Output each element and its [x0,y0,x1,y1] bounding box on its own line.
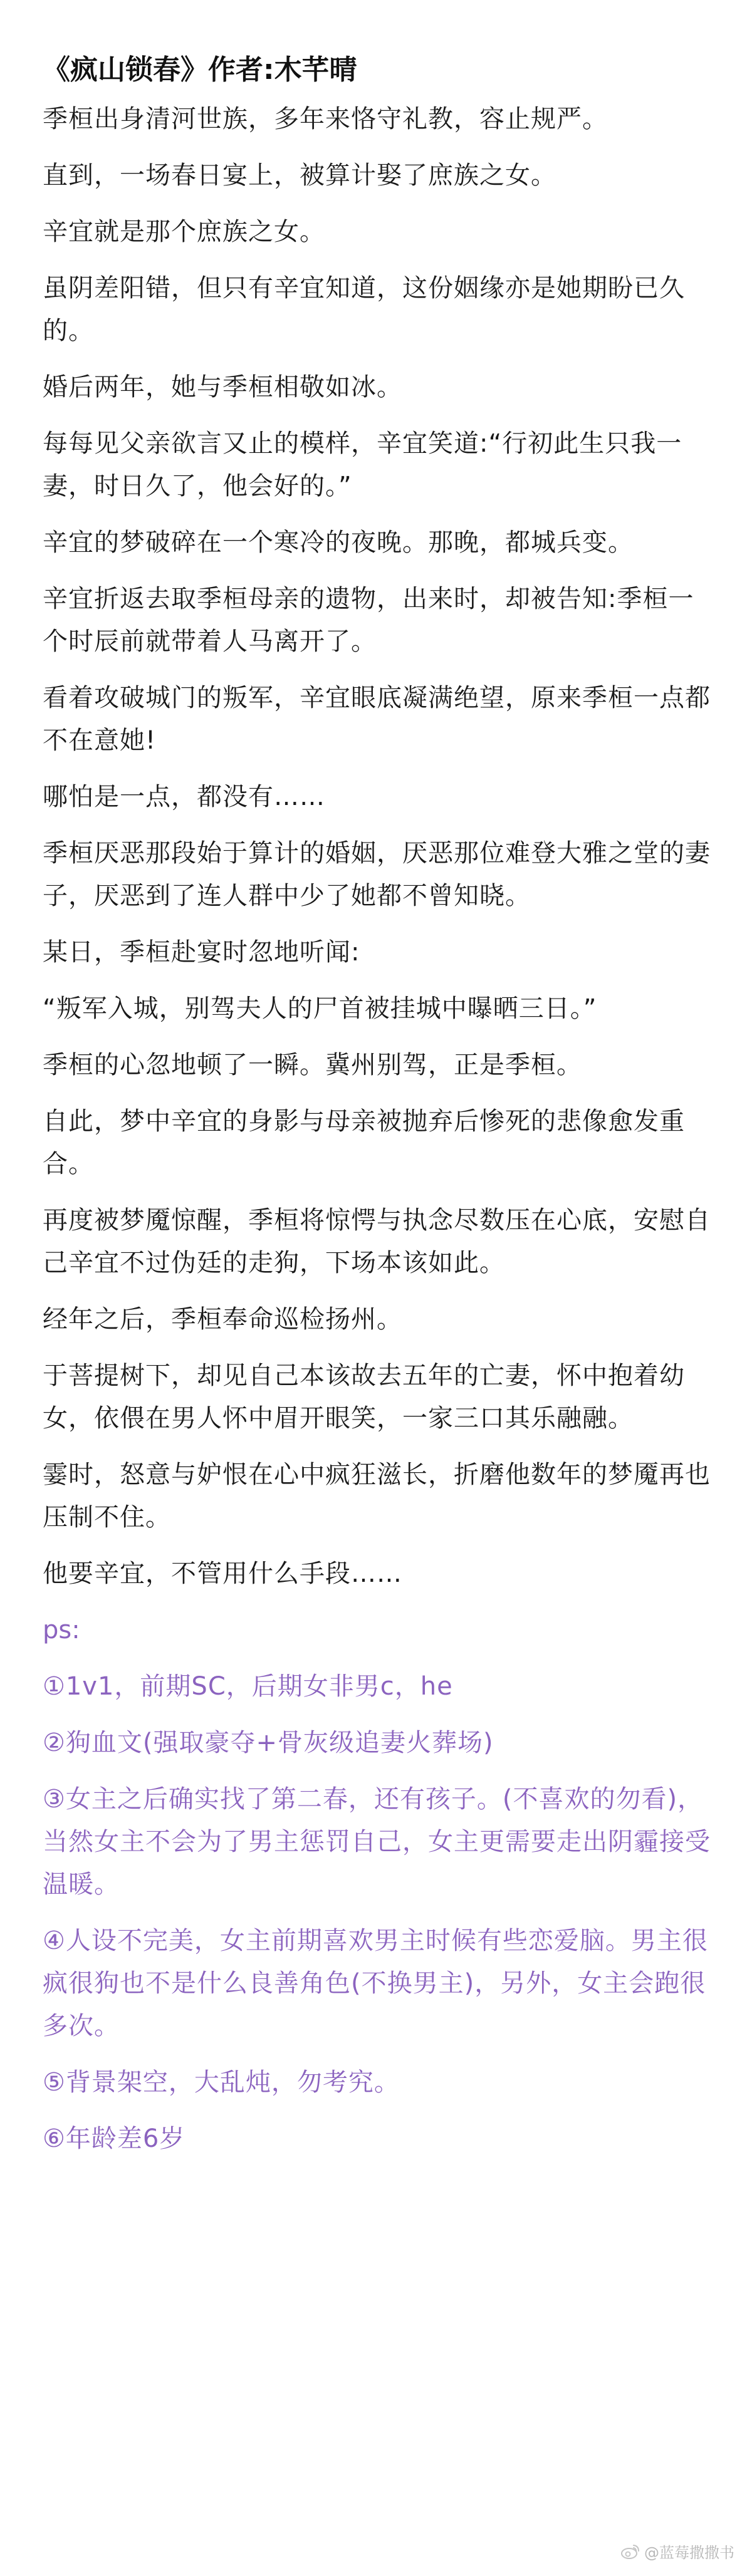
ps-item: ⑤背景架空，大乱炖，勿考究。 [43,2068,400,2097]
paragraph: 辛宜折返去取季桓母亲的遗物，出来时，却被告知:季桓一个时辰前就带着人马离开了。 [43,584,694,656]
paragraph: 经年之后，季桓奉命巡检扬州。 [43,1305,402,1334]
post-title: 《疯山锁春》作者:木芊晴 [43,54,357,86]
watermark [620,2540,734,2562]
weibo-icon [620,2543,640,2560]
ps-label: ps: [43,1616,80,1644]
paragraph: 季桓厌恶那段始于算计的婚姻，厌恶那位难登大雅之堂的妻子，厌恶到了连人群中少了她都不曾知晓。 [43,839,711,910]
ps-section [43,1609,714,2160]
paragraph: 婚后两年，她与季桓相敬如冰。 [43,373,402,402]
paragraph: 季桓的心忽地顿了一瞬。冀州别驾，正是季桓。 [43,1051,582,1079]
paragraph: 霎时，怒意与妒恨在心中疯狂滋长，折磨他数年的梦魇再也压制不住。 [43,1460,711,1532]
paragraph: 辛宜就是那个庶族之女。 [43,217,325,246]
paragraph: 哪怕是一点，都没有…… [43,782,325,811]
paragraph: 虽阴差阳错，但只有辛宜知道，这份姻缘亦是她期盼已久的。 [43,274,685,345]
paragraph: 于菩提树下，却见自己本该故去五年的亡妻，怀中抱着幼女，依偎在男人怀中眉开眼笑，一家三口其乐融融。 [43,1361,685,1433]
paragraph: 他要辛宜，不管用什么手段…… [43,1559,402,1588]
ps-item: ①1v1，前期SC，后期女非男c，he [43,1672,453,1701]
paragraph: “叛军入城，别驾夫人的尸首被挂城中曝晒三日。” [43,994,597,1023]
ps-item: ④人设不完美，女主前期喜欢男主时候有些恋爱脑。男主很疯很狗也不是什么良善角色(不换男主)，另外，女主会跑很多次。 [43,1926,708,2040]
paragraph: 辛宜的梦破碎在一个寒冷的夜晚。那晚，都城兵变。 [43,528,634,557]
ps-item: ③女主之后确实找了第二春，还有孩子。(不喜欢的勿看)，当然女主不会为了男主惩罚自己，女主更需要走出阴霾接受温暖。 [43,1785,711,1899]
paragraph: 看着攻破城门的叛军，辛宜眼底凝满绝望，原来季桓一点都不在意她! [43,683,711,755]
synopsis [43,98,714,1595]
paragraph: 每每见父亲欲言又止的模样，辛宜笑道:“行初此生只我一妻，时日久了，他会好的。” [43,429,682,501]
ps-item: ⑥年龄差6岁 [43,2124,185,2153]
paragraph: 某日，季桓赴宴时忽地听闻: [43,938,360,967]
ps-item: ②狗血文(强取豪夺+骨灰级追妻火葬场) [43,1728,494,1757]
paragraph: 自此，梦中辛宜的身影与母亲被抛弃后惨死的悲像愈发重合。 [43,1107,685,1178]
paragraph: 再度被梦魇惊醒，季桓将惊愕与执念尽数压在心底，安慰自己辛宜不过伪廷的走狗，下场本该如此。 [43,1206,711,1277]
paragraph: 季桓出身清河世族，多年来恪守礼教，容止规严。 [43,105,608,133]
paragraph: 直到，一场春日宴上，被算计娶了庶族之女。 [43,161,556,190]
watermark-text: @蓝莓撒撒书 [644,2544,734,2562]
